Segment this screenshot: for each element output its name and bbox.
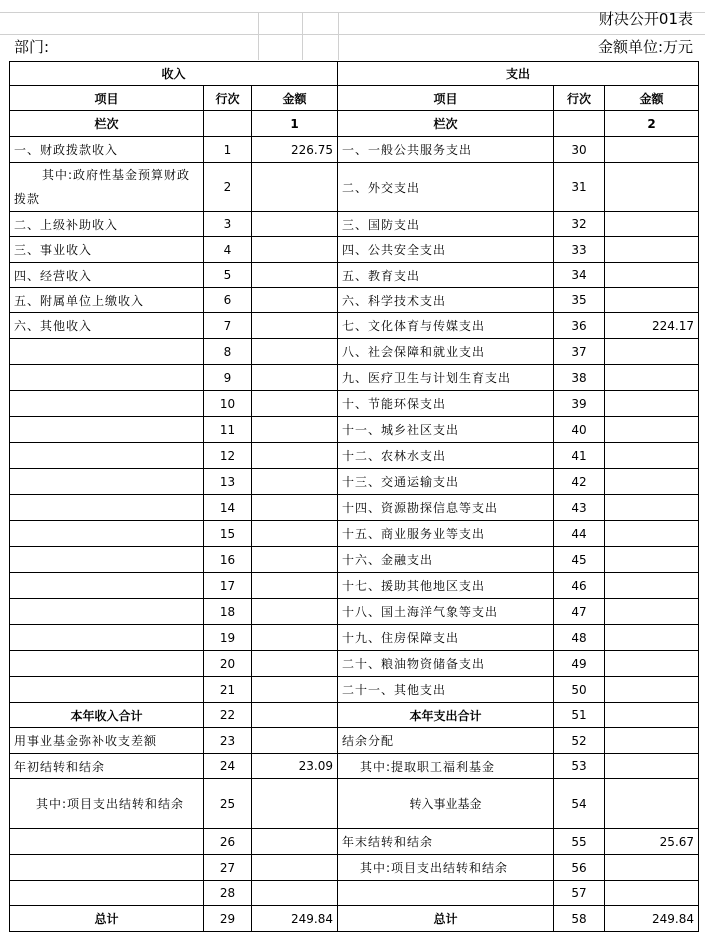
income-amount-cell — [252, 599, 338, 625]
income-row-number: 11 — [204, 417, 252, 443]
expense-item-header: 项目 — [338, 86, 554, 111]
expense-row-number: 43 — [554, 495, 605, 521]
expense-row-number: 32 — [554, 212, 605, 237]
income-item-cell: 其中:政府性基金预算财政拨款 — [10, 163, 204, 212]
table-row — [10, 703, 699, 728]
income-item-header: 项目 — [10, 86, 204, 111]
expense-amount-cell — [605, 212, 699, 237]
income-row-number: 26 — [204, 829, 252, 855]
table-row — [10, 677, 699, 703]
income-item-cell — [10, 417, 204, 443]
income-item-cell: 二、上级补助收入 — [10, 212, 204, 237]
table-row — [10, 573, 699, 599]
expense-amount-header: 金额 — [605, 86, 699, 111]
income-amount-header: 金额 — [252, 86, 338, 111]
income-item-cell — [10, 855, 204, 881]
income-row-number: 6 — [204, 288, 252, 313]
expense-amount-cell — [605, 495, 699, 521]
expense-amount-cell — [605, 728, 699, 754]
income-item-cell — [10, 547, 204, 573]
income-lanci-label: 栏次 — [10, 111, 204, 137]
table-row — [10, 288, 699, 313]
income-row-number: 7 — [204, 313, 252, 339]
income-row-number: 29 — [204, 906, 252, 932]
expense-amount-cell: 25.67 — [605, 829, 699, 855]
expense-row-number: 52 — [554, 728, 605, 754]
expense-item-cell: 二十一、其他支出 — [338, 677, 554, 703]
expense-row-number: 30 — [554, 137, 605, 163]
income-row-number: 4 — [204, 237, 252, 263]
expense-item-cell: 十七、援助其他地区支出 — [338, 573, 554, 599]
income-amount-cell — [252, 521, 338, 547]
table-row — [10, 521, 699, 547]
expense-item-cell: 四、公共安全支出 — [338, 237, 554, 263]
table-row — [10, 728, 699, 754]
expense-item-cell: 三、国防支出 — [338, 212, 554, 237]
income-row-number: 10 — [204, 391, 252, 417]
expense-lanci-number: 2 — [605, 111, 699, 137]
expense-amount-cell — [605, 163, 699, 212]
table-row — [10, 754, 699, 779]
income-item-cell: 五、附属单位上缴收入 — [10, 288, 204, 313]
income-amount-cell — [252, 443, 338, 469]
income-amount-cell — [252, 288, 338, 313]
table-row — [10, 339, 699, 365]
income-item-cell — [10, 677, 204, 703]
expense-amount-cell: 224.17 — [605, 313, 699, 339]
income-item-cell — [10, 829, 204, 855]
expense-item-cell: 十一、城乡社区支出 — [338, 417, 554, 443]
table-body — [10, 62, 699, 932]
expense-item-cell: 结余分配 — [338, 728, 554, 754]
income-expense-table — [9, 61, 699, 932]
expense-item-cell: 十四、资源勘探信息等支出 — [338, 495, 554, 521]
expense-amount-cell — [605, 237, 699, 263]
expense-amount-cell — [605, 469, 699, 495]
income-row-number: 3 — [204, 212, 252, 237]
expense-item-cell: 总计 — [338, 906, 554, 932]
income-amount-cell — [252, 855, 338, 881]
income-row-number: 18 — [204, 599, 252, 625]
column-header-row — [10, 86, 699, 111]
table-row — [10, 137, 699, 163]
expense-row-number: 36 — [554, 313, 605, 339]
income-item-cell — [10, 651, 204, 677]
expense-item-cell: 十六、金融支出 — [338, 547, 554, 573]
expense-amount-cell — [605, 288, 699, 313]
table-row — [10, 443, 699, 469]
table-row — [10, 263, 699, 288]
expense-amount-cell — [605, 855, 699, 881]
income-amount-cell — [252, 573, 338, 599]
income-row-number: 16 — [204, 547, 252, 573]
income-row-number: 15 — [204, 521, 252, 547]
income-row-number: 2 — [204, 163, 252, 212]
income-item-cell: 其中:项目支出结转和结余 — [10, 779, 204, 829]
expense-amount-cell — [605, 391, 699, 417]
income-row-number: 9 — [204, 365, 252, 391]
expense-amount-cell — [605, 137, 699, 163]
income-item-cell: 三、事业收入 — [10, 237, 204, 263]
income-lanci-row — [204, 111, 252, 137]
income-amount-cell — [252, 469, 338, 495]
expense-amount-cell — [605, 417, 699, 443]
table-row — [10, 495, 699, 521]
income-item-cell — [10, 573, 204, 599]
income-item-cell: 六、其他收入 — [10, 313, 204, 339]
expense-row-number: 34 — [554, 263, 605, 288]
table-row — [10, 365, 699, 391]
income-amount-cell — [252, 163, 338, 212]
expense-amount-cell — [605, 521, 699, 547]
income-item-cell — [10, 469, 204, 495]
section-header-row — [10, 62, 699, 86]
income-row-number: 24 — [204, 754, 252, 779]
income-row-number: 19 — [204, 625, 252, 651]
expense-item-cell: 二、外交支出 — [338, 163, 554, 212]
income-item-cell: 总计 — [10, 906, 204, 932]
expense-item-cell: 十、节能环保支出 — [338, 391, 554, 417]
income-amount-cell — [252, 263, 338, 288]
expense-row-number: 50 — [554, 677, 605, 703]
expense-item-cell: 十三、交通运输支出 — [338, 469, 554, 495]
expense-item-cell: 一、一般公共服务支出 — [338, 137, 554, 163]
income-item-cell — [10, 881, 204, 906]
income-item-cell: 年初结转和结余 — [10, 754, 204, 779]
table-row — [10, 625, 699, 651]
income-row-number: 12 — [204, 443, 252, 469]
expense-item-cell: 九、医疗卫生与计划生育支出 — [338, 365, 554, 391]
income-item-cell: 本年收入合计 — [10, 703, 204, 728]
expense-row-number: 42 — [554, 469, 605, 495]
income-amount-cell: 23.09 — [252, 754, 338, 779]
income-row-number: 17 — [204, 573, 252, 599]
income-amount-cell — [252, 547, 338, 573]
income-amount-cell — [252, 417, 338, 443]
income-amount-cell — [252, 237, 338, 263]
income-item-cell — [10, 625, 204, 651]
income-amount-cell — [252, 651, 338, 677]
income-amount-cell: 249.84 — [252, 906, 338, 932]
income-item-cell — [10, 443, 204, 469]
expense-row-number: 55 — [554, 829, 605, 855]
expense-item-cell: 本年支出合计 — [338, 703, 554, 728]
table-row — [10, 829, 699, 855]
expense-item-cell: 八、社会保障和就业支出 — [338, 339, 554, 365]
income-amount-cell — [252, 391, 338, 417]
income-amount-cell — [252, 313, 338, 339]
income-item-cell — [10, 599, 204, 625]
income-amount-cell — [252, 495, 338, 521]
expense-item-cell: 五、教育支出 — [338, 263, 554, 288]
table-row — [10, 779, 699, 829]
income-lanci-number: 1 — [252, 111, 338, 137]
expense-amount-cell — [605, 599, 699, 625]
expense-row-number: 49 — [554, 651, 605, 677]
expense-lanci-row — [554, 111, 605, 137]
expense-row-number: 48 — [554, 625, 605, 651]
expense-row-number: 31 — [554, 163, 605, 212]
expense-amount-cell — [605, 263, 699, 288]
expense-row-number: 35 — [554, 288, 605, 313]
table-row — [10, 651, 699, 677]
income-item-cell: 一、财政拨款收入 — [10, 137, 204, 163]
expense-row-number: 53 — [554, 754, 605, 779]
expense-row-number: 58 — [554, 906, 605, 932]
income-amount-cell — [252, 881, 338, 906]
income-amount-cell — [252, 829, 338, 855]
expense-amount-cell — [605, 573, 699, 599]
income-row-number: 13 — [204, 469, 252, 495]
income-row-number: 5 — [204, 263, 252, 288]
income-row-number: 28 — [204, 881, 252, 906]
table-row — [10, 417, 699, 443]
table-row — [10, 599, 699, 625]
expense-row-header: 行次 — [554, 86, 605, 111]
expense-row-number: 54 — [554, 779, 605, 829]
expense-amount-cell — [605, 651, 699, 677]
income-amount-cell — [252, 728, 338, 754]
income-amount-cell — [252, 339, 338, 365]
income-row-number: 21 — [204, 677, 252, 703]
table-row — [10, 855, 699, 881]
expense-row-number: 51 — [554, 703, 605, 728]
income-item-cell — [10, 495, 204, 521]
table-row — [10, 163, 699, 212]
income-section-title: 收入 — [10, 62, 338, 86]
income-item-cell — [10, 391, 204, 417]
expense-item-cell: 年末结转和结余 — [338, 829, 554, 855]
expense-amount-cell — [605, 443, 699, 469]
income-row-number: 20 — [204, 651, 252, 677]
form-number-row — [0, 4, 705, 30]
expense-row-number: 44 — [554, 521, 605, 547]
form-number: 财决公开01表 — [598, 10, 693, 28]
table-row — [10, 237, 699, 263]
expense-row-number: 56 — [554, 855, 605, 881]
expense-row-number: 37 — [554, 339, 605, 365]
column-index-row — [10, 111, 699, 137]
expense-item-cell — [338, 881, 554, 906]
expense-item-cell: 十五、商业服务业等支出 — [338, 521, 554, 547]
expense-amount-cell — [605, 625, 699, 651]
expense-row-number: 33 — [554, 237, 605, 263]
table-row — [10, 313, 699, 339]
income-row-number: 8 — [204, 339, 252, 365]
income-amount-cell: 226.75 — [252, 137, 338, 163]
income-row-number: 22 — [204, 703, 252, 728]
expense-amount-cell — [605, 547, 699, 573]
expense-row-number: 40 — [554, 417, 605, 443]
expense-item-cell: 其中:提取职工福利基金 — [338, 754, 554, 779]
expense-row-number: 41 — [554, 443, 605, 469]
table-row — [10, 212, 699, 237]
income-amount-cell — [252, 625, 338, 651]
table-row — [10, 906, 699, 932]
expense-row-number: 46 — [554, 573, 605, 599]
income-row-number: 25 — [204, 779, 252, 829]
expense-item-cell: 十九、住房保障支出 — [338, 625, 554, 651]
income-amount-cell — [252, 703, 338, 728]
expense-amount-cell — [605, 779, 699, 829]
expense-item-cell: 其中:项目支出结转和结余 — [338, 855, 554, 881]
expense-amount-cell — [605, 339, 699, 365]
income-amount-cell — [252, 779, 338, 829]
department-row — [0, 32, 705, 58]
income-item-cell — [10, 339, 204, 365]
expense-item-cell: 十八、国土海洋气象等支出 — [338, 599, 554, 625]
income-item-cell — [10, 521, 204, 547]
table-row — [10, 469, 699, 495]
expense-amount-cell — [605, 754, 699, 779]
amount-unit-label: 金额单位:万元 — [597, 38, 693, 56]
income-row-number: 1 — [204, 137, 252, 163]
table-row — [10, 881, 699, 906]
table-row — [10, 391, 699, 417]
expense-amount-cell — [605, 365, 699, 391]
income-row-number: 27 — [204, 855, 252, 881]
income-item-cell: 用事业基金弥补收支差额 — [10, 728, 204, 754]
income-amount-cell — [252, 212, 338, 237]
income-amount-cell — [252, 365, 338, 391]
expense-item-cell: 六、科学技术支出 — [338, 288, 554, 313]
expense-section-title: 支出 — [338, 62, 699, 86]
expense-row-number: 39 — [554, 391, 605, 417]
expense-amount-cell: 249.84 — [605, 906, 699, 932]
expense-item-cell: 七、文化体育与传媒支出 — [338, 313, 554, 339]
income-row-number: 14 — [204, 495, 252, 521]
expense-amount-cell — [605, 677, 699, 703]
expense-row-number: 45 — [554, 547, 605, 573]
income-row-number: 23 — [204, 728, 252, 754]
expense-lanci-label: 栏次 — [338, 111, 554, 137]
income-item-cell: 四、经营收入 — [10, 263, 204, 288]
expense-item-cell: 转入事业基金 — [338, 779, 554, 829]
expense-amount-cell — [605, 703, 699, 728]
expense-amount-cell — [605, 881, 699, 906]
expense-row-number: 38 — [554, 365, 605, 391]
income-item-cell — [10, 365, 204, 391]
income-row-header: 行次 — [204, 86, 252, 111]
expense-item-cell: 二十、粮油物资储备支出 — [338, 651, 554, 677]
expense-item-cell: 十二、农林水支出 — [338, 443, 554, 469]
expense-row-number: 47 — [554, 599, 605, 625]
income-amount-cell — [252, 677, 338, 703]
department-label: 部门: — [14, 38, 50, 56]
table-row — [10, 547, 699, 573]
expense-row-number: 57 — [554, 881, 605, 906]
